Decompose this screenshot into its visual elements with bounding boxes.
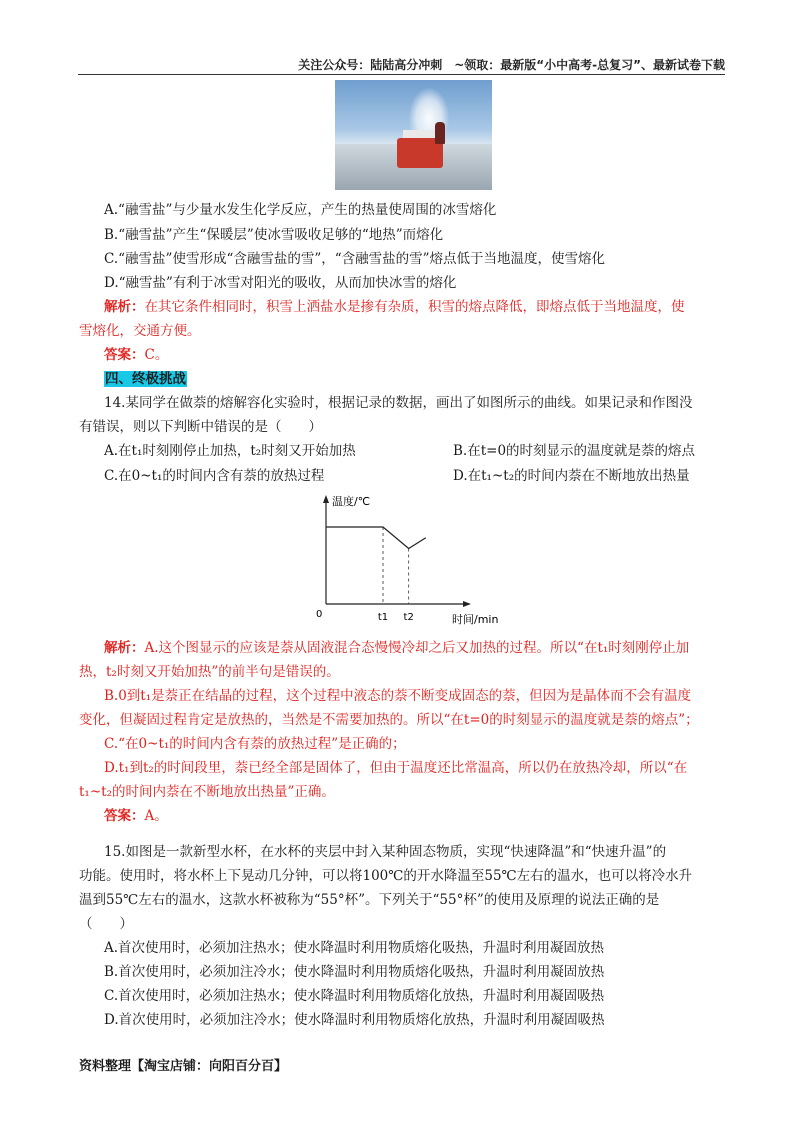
q14-analysis-line-3: B.0到t₁是萘正在结晶的过程，这个过程中液态的萘不断变成固态的萘，但因为是晶体而不会有温度 bbox=[104, 688, 692, 704]
q13-analysis-label: 解析： bbox=[104, 299, 145, 315]
q14-stem-1: 14.某同学在做萘的熔解容化实验时，根据记录的数据，画出了如图所示的曲线。如果记录和作图没 bbox=[104, 395, 693, 411]
q14-stem-2: 有错误，则以下判断中错误的是（ ） bbox=[79, 419, 322, 435]
q13-option-a: A.“融雪盐”与少量水发生化学反应，产生的热量使周围的冰雪熔化 bbox=[104, 202, 497, 218]
q13-option-d: D.“融雪盐”有利于冰雪对阳光的吸收，从而加快冰雪的熔化 bbox=[104, 275, 457, 291]
section-heading bbox=[104, 369, 187, 389]
q14-analysis-line-2: 热，t₂时刻又开始加热”的前半句是错误的。 bbox=[79, 664, 340, 680]
q13-answer bbox=[104, 345, 168, 365]
chart-y-arrow bbox=[323, 495, 329, 503]
q15-option-b: B.首次使用时，必须加注冷水；使水降温时利用物质熔化吸热，升温时利用凝固放热 bbox=[104, 964, 605, 980]
chart-tick-t2: t2 bbox=[403, 612, 414, 623]
q14-analysis-line-6: D.t₁到t₂的时间段里，萘已经全部是固体了，但由于温度还比常温高，所以仍在放热冷却，所以“在 bbox=[104, 760, 688, 776]
q13-analysis-line-1 bbox=[104, 297, 685, 317]
q13-analysis-line-2: 雪熔化，交通方便。 bbox=[79, 323, 201, 339]
q14-option-b: B.在t=0的时刻显示的温度就是萘的熔点 bbox=[453, 443, 696, 459]
q14-answer bbox=[104, 806, 168, 826]
q14-option-a: A.在t₁时刻刚停止加热，t₂时刻又开始加热 bbox=[104, 443, 356, 459]
q13-answer-value: C。 bbox=[144, 347, 169, 363]
q14-option-d: D.在t₁~t₂的时间内萘在不断地放出热量 bbox=[453, 468, 690, 484]
q14-analysis-label: 解析： bbox=[104, 640, 145, 656]
page-header: 关注公众号：陆陆高分冲刺 ~领取：最新版“小中高考-总复习”、最新试卷下载 bbox=[78, 56, 725, 75]
chart-x-label: 时间/min bbox=[452, 613, 499, 626]
q15-stem-2: 功能。使用时，将水杯上下晃动几分钟，可以将100℃的开水降温至55℃左右的温水，也可以将冷水升 bbox=[79, 868, 693, 884]
q14-analysis-line-5: C.“在0~t₁的时间内含有萘的放热过程”是正确的； bbox=[104, 736, 406, 752]
q14-analysis-line-4: 变化，但凝固过程肯定是放热的，当然是不需要加热的。所以“在t=0的时刻显示的温度就是萘的熔点”； bbox=[79, 712, 699, 728]
q14-option-c: C.在0~t₁的时间内含有萘的放热过程 bbox=[104, 468, 325, 484]
q13-option-c: C.“融雪盐”使雪形成“含融雪盐的雪”，“含融雪盐的雪”熔点低于当地温度，使雪熔化 bbox=[104, 251, 606, 267]
chart-tick-t1: t1 bbox=[377, 612, 389, 623]
q13-answer-label: 答案： bbox=[104, 347, 145, 363]
q15-stem-1: 15.如图是一款新型水杯，在水杯的夹层中封入某种固态物质，实现“快速降温”和“快速升温”的 bbox=[104, 844, 667, 860]
q14-answer-value: A。 bbox=[144, 808, 168, 824]
chart-y-label: 温度/℃ bbox=[332, 495, 371, 508]
temperature-time-chart bbox=[310, 492, 510, 632]
chart-origin-label: 0 bbox=[316, 609, 323, 620]
photo-person bbox=[435, 122, 445, 144]
q14-analysis-line-1 bbox=[104, 638, 689, 658]
q14-analysis-line-7: t₁~t₂的时间内萘在不断地放出热量”正确。 bbox=[79, 784, 335, 800]
chart-x-arrow bbox=[463, 601, 471, 607]
q15-stem-3: 温到55℃左右的温水，这款水杯被称为“55°杯”。下列关于“55°杯”的使用及原理的说法正确的是 bbox=[79, 892, 660, 908]
q14-answer-label: 答案： bbox=[104, 808, 145, 824]
q14-analysis-text-1: A.这个图显示的应该是萘从固液混合态慢慢冷却之后又加热的过程。所以“在t₁时刻刚停止加 bbox=[144, 640, 690, 656]
q15-option-d: D.首次使用时，必须加注冷水；使水降温时利用物质熔化放热，升温时利用凝固吸热 bbox=[104, 1012, 605, 1028]
q13-option-b: B.“融雪盐”产生“保暖层”使冰雪吸收足够的“地热”而熔化 bbox=[104, 227, 444, 243]
q13-analysis-text-1: 在其它条件相同时，积雪上洒盐水是掺有杂质，积雪的熔点降低，即熔点低于当地温度，使 bbox=[144, 299, 685, 315]
q15-stem-4: （ ） bbox=[79, 916, 133, 932]
page-footer: 资料整理【淘宝店铺：向阳百分百】 bbox=[79, 1059, 288, 1074]
q15-option-a: A.首次使用时，必须加注热水；使水降温时利用物质熔化吸热，升温时利用凝固放热 bbox=[104, 940, 605, 956]
q15-option-c: C.首次使用时，必须加注热水；使水降温时利用物质熔化放热，升温时利用凝固吸热 bbox=[104, 988, 605, 1004]
snow-truck-photo bbox=[335, 80, 492, 190]
section-heading-text: 四、终极挑战 bbox=[105, 371, 186, 387]
chart-series-line bbox=[326, 527, 426, 549]
